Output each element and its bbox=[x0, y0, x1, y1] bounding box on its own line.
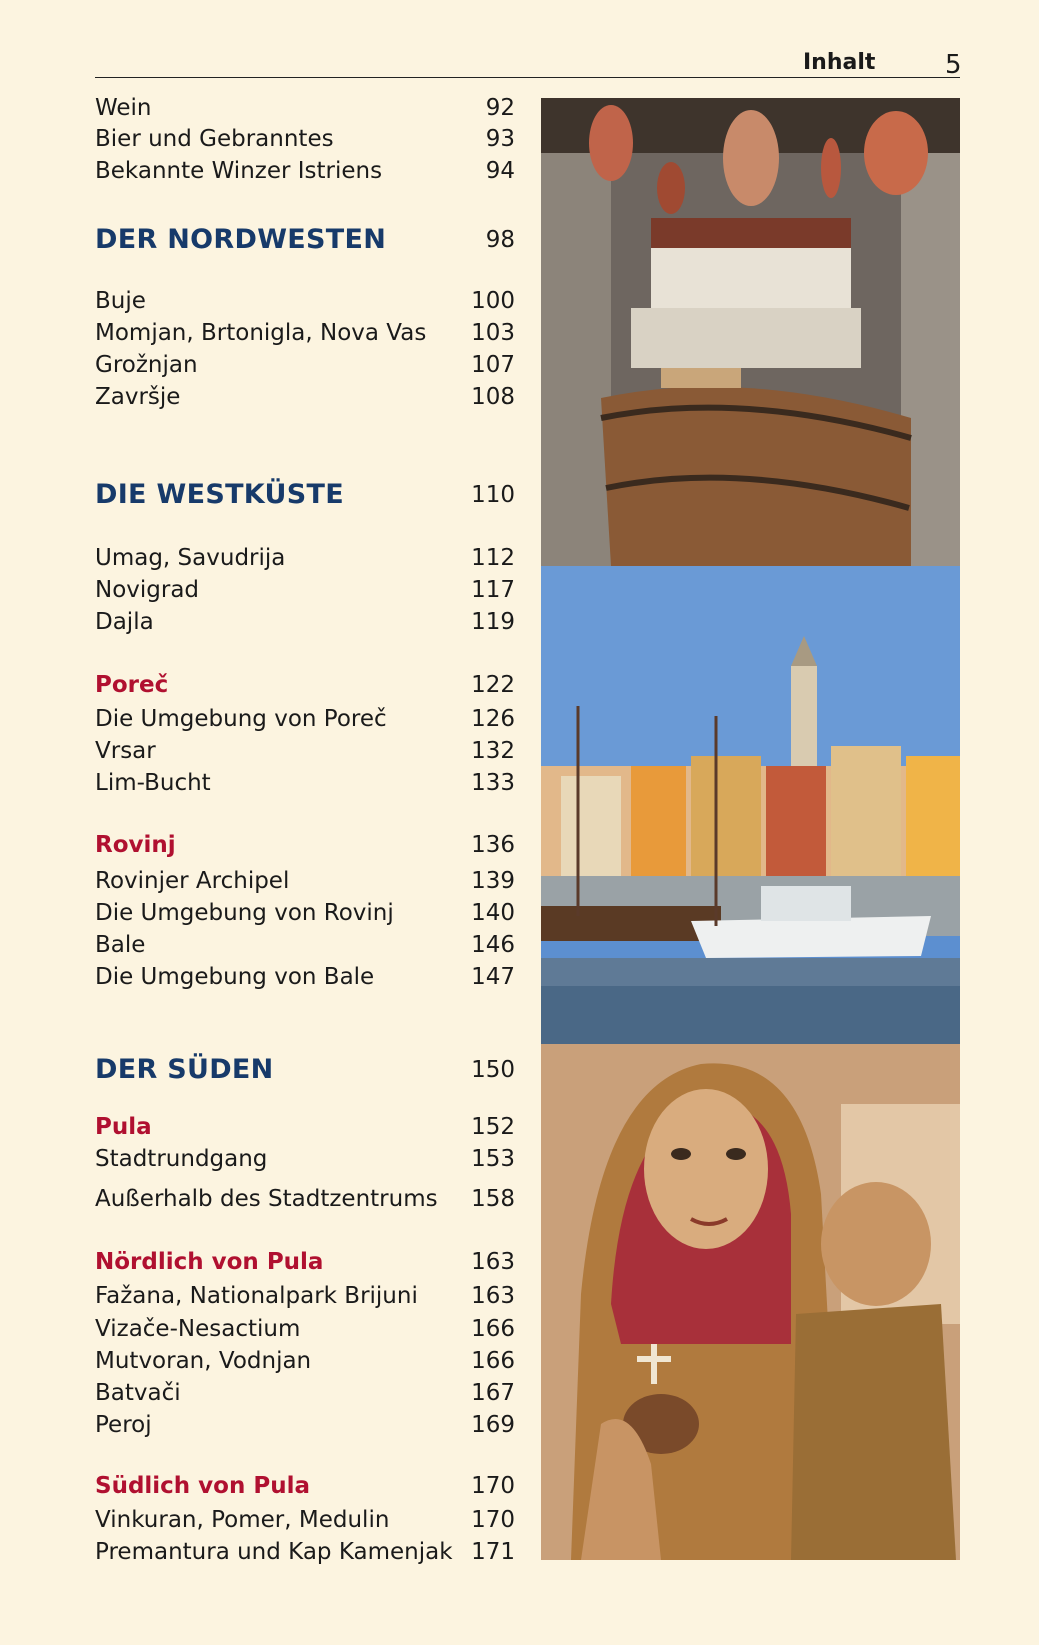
toc-page-number: 110 bbox=[471, 482, 515, 508]
toc-section-heading bbox=[95, 480, 515, 510]
toc-entry bbox=[95, 704, 515, 734]
toc-page-number: 126 bbox=[471, 706, 515, 732]
toc-entry bbox=[95, 736, 515, 766]
toc-entry bbox=[95, 1281, 515, 1311]
toc-entry bbox=[95, 768, 515, 798]
toc-entry bbox=[95, 286, 515, 316]
toc-page-number: 163 bbox=[471, 1249, 515, 1275]
toc-entry bbox=[95, 124, 515, 154]
toc-page-number: 163 bbox=[471, 1283, 515, 1309]
toc-label: Bale bbox=[95, 932, 146, 958]
toc-subsection-heading bbox=[95, 1471, 515, 1501]
toc-entry bbox=[95, 575, 515, 605]
toc-page-number: 170 bbox=[471, 1473, 515, 1499]
toc-entry bbox=[95, 607, 515, 637]
toc-label: Vizače-Nesactium bbox=[95, 1316, 301, 1342]
toc-label: Završje bbox=[95, 384, 181, 410]
toc-label: Dajla bbox=[95, 609, 154, 635]
toc-subsection-heading bbox=[95, 830, 515, 860]
toc-page-number: 92 bbox=[485, 95, 515, 121]
toc-page-number: 122 bbox=[471, 672, 515, 698]
toc-label: DER NORDWESTEN bbox=[95, 224, 387, 255]
toc-label: Vrsar bbox=[95, 738, 156, 764]
toc-label: Bier und Gebranntes bbox=[95, 126, 334, 152]
toc-page-number: 117 bbox=[471, 577, 515, 603]
toc-section-heading bbox=[95, 225, 515, 255]
running-title: Inhalt bbox=[803, 50, 876, 75]
toc-label: Südlich von Pula bbox=[95, 1473, 310, 1499]
toc-label: Die Umgebung von Rovinj bbox=[95, 900, 394, 926]
toc-label: Nördlich von Pula bbox=[95, 1249, 324, 1275]
toc-entry bbox=[95, 382, 515, 412]
toc-entry bbox=[95, 543, 515, 573]
toc-page-number: 170 bbox=[471, 1507, 515, 1533]
toc-page-number: 158 bbox=[471, 1186, 515, 1212]
toc-label: Peroj bbox=[95, 1412, 152, 1438]
toc-entry bbox=[95, 930, 515, 960]
toc-entry bbox=[95, 93, 515, 123]
toc-entry bbox=[95, 318, 515, 348]
toc-label: Die Umgebung von Bale bbox=[95, 964, 375, 990]
toc-label: Buje bbox=[95, 288, 146, 314]
toc-entry bbox=[95, 866, 515, 896]
toc-label: Momjan, Brtonigla, Nova Vas bbox=[95, 320, 427, 346]
toc-page-number: 103 bbox=[471, 320, 515, 346]
toc-entry bbox=[95, 1314, 515, 1344]
toc-section-heading bbox=[95, 1055, 515, 1085]
toc-entry bbox=[95, 1144, 515, 1174]
toc-label: Batvači bbox=[95, 1380, 181, 1406]
toc-page-number: 100 bbox=[471, 288, 515, 314]
toc-entry bbox=[95, 1537, 515, 1567]
page-number: 5 bbox=[945, 50, 962, 80]
toc-entry bbox=[95, 1410, 515, 1440]
toc-label: Pula bbox=[95, 1114, 152, 1140]
toc-page-number: 166 bbox=[471, 1348, 515, 1374]
header-rule bbox=[95, 77, 960, 78]
photo-madonna-statue bbox=[541, 1044, 960, 1560]
toc-label: Umag, Savudrija bbox=[95, 545, 286, 571]
toc-page-number: 139 bbox=[471, 868, 515, 894]
toc-label: Novigrad bbox=[95, 577, 200, 603]
toc-label: Poreč bbox=[95, 672, 169, 698]
toc-label: Die Umgebung von Poreč bbox=[95, 706, 387, 732]
toc-page-number: 136 bbox=[471, 832, 515, 858]
toc-label: Bekannte Winzer Istriens bbox=[95, 158, 383, 184]
photo-wine-bar bbox=[541, 98, 960, 566]
toc-label: Lim-Bucht bbox=[95, 770, 211, 796]
toc-label: Grožnjan bbox=[95, 352, 198, 378]
toc-entry bbox=[95, 156, 515, 186]
toc-subsection-heading bbox=[95, 1247, 515, 1277]
toc-page-number: 133 bbox=[471, 770, 515, 796]
toc-page-number: 119 bbox=[471, 609, 515, 635]
toc-label: Wein bbox=[95, 95, 152, 121]
toc-entry bbox=[95, 350, 515, 380]
toc-label: Premantura und Kap Kamenjak bbox=[95, 1539, 453, 1565]
toc-entry bbox=[95, 1378, 515, 1408]
toc-page-number: 147 bbox=[471, 964, 515, 990]
toc-entry bbox=[95, 898, 515, 928]
toc-page-number: 146 bbox=[471, 932, 515, 958]
toc-page-number: 153 bbox=[471, 1146, 515, 1172]
toc-entry bbox=[95, 1505, 515, 1535]
photo-rovinj-harbour bbox=[541, 566, 960, 1044]
toc-label: Vinkuran, Pomer, Medulin bbox=[95, 1507, 390, 1533]
toc-page-number: 132 bbox=[471, 738, 515, 764]
toc-label: DER SÜDEN bbox=[95, 1054, 274, 1085]
toc-label: Fažana, Nationalpark Brijuni bbox=[95, 1283, 418, 1309]
toc-entry bbox=[95, 1346, 515, 1376]
toc-page-number: 94 bbox=[485, 158, 515, 184]
toc-label: Stadtrundgang bbox=[95, 1146, 268, 1172]
toc-entry bbox=[95, 962, 515, 992]
toc-page-number: 98 bbox=[485, 227, 515, 253]
toc-page-number: 152 bbox=[471, 1114, 515, 1140]
toc-page-number: 93 bbox=[485, 126, 515, 152]
toc-page-number: 171 bbox=[471, 1539, 515, 1565]
toc-entry bbox=[95, 1184, 515, 1214]
toc-page-number: 167 bbox=[471, 1380, 515, 1406]
toc-page-number: 107 bbox=[471, 352, 515, 378]
toc-subsection-heading bbox=[95, 1112, 515, 1142]
toc-page-number: 140 bbox=[471, 900, 515, 926]
toc-label: DIE WESTKÜSTE bbox=[95, 479, 344, 510]
toc-page-number: 169 bbox=[471, 1412, 515, 1438]
toc-label: Mutvoran, Vodnjan bbox=[95, 1348, 312, 1374]
toc-label: Außerhalb des Stadtzentrums bbox=[95, 1186, 438, 1212]
toc-subsection-heading bbox=[95, 670, 515, 700]
toc-label: Rovinj bbox=[95, 832, 176, 858]
toc-page-number: 150 bbox=[471, 1057, 515, 1083]
toc-label: Rovinjer Archipel bbox=[95, 868, 290, 894]
toc-page-number: 112 bbox=[471, 545, 515, 571]
toc-page-number: 166 bbox=[471, 1316, 515, 1342]
toc-page-number: 108 bbox=[471, 384, 515, 410]
